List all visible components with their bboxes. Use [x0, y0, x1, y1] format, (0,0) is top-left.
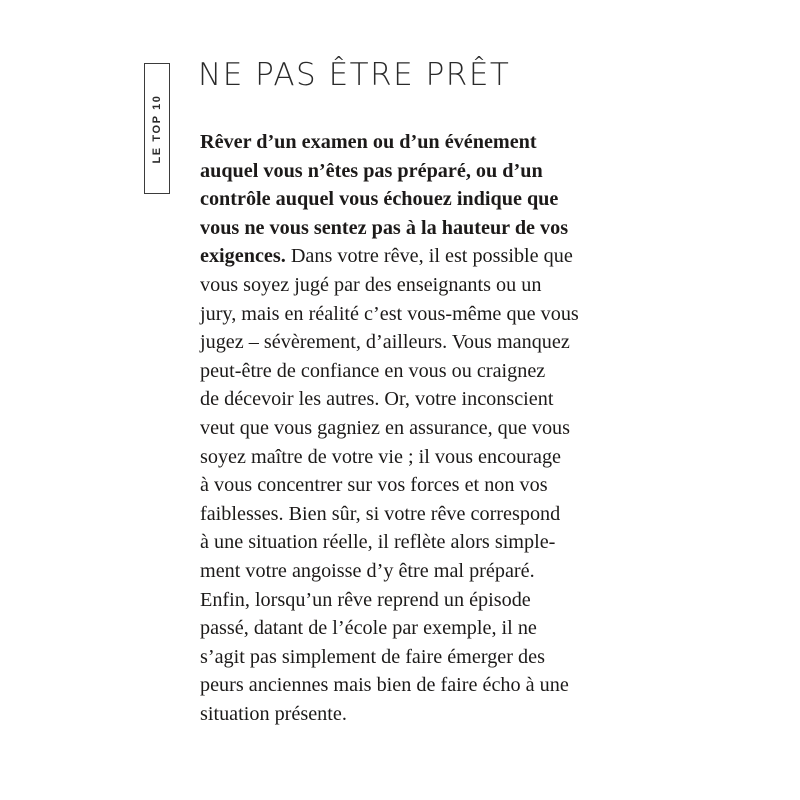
body-line: faiblesses. Bien sûr, si votre rêve correspond [200, 502, 561, 525]
page-title: NE PAS ÊTRE PRÊT [198, 57, 511, 93]
body-line: contrôle auquel vous échouez indique que [200, 188, 559, 211]
body-line: passé, datant de l’école par exemple, il ne [200, 617, 537, 640]
body-line: jury, mais en réalité c’est vous-même que vous [200, 302, 579, 325]
section-tab [144, 63, 170, 194]
body-line: à vous concentrer sur vos forces et non vos [200, 474, 548, 497]
body-line: peut-être de confiance en vous ou craignez [200, 359, 546, 382]
body-line: Enfin, lorsqu’un rêve reprend un épisode [200, 588, 531, 611]
regular-text: Dans votre rêve, il est possible que [285, 245, 573, 268]
section-tab-label: LE TOP 10 [151, 93, 163, 164]
body-line: peurs anciennes mais bien de faire écho à une [200, 674, 569, 697]
body-line: veut que vous gagniez en assurance, que vous [200, 416, 570, 439]
body-line: auquel vous n’êtes pas préparé, ou d’un [200, 159, 543, 182]
bold-lead-end: exigences. [200, 245, 286, 268]
body-line: vous ne vous sentez pas à la hauteur de vos [200, 216, 569, 239]
body-line: situation présente. [200, 702, 347, 725]
body-line: vous soyez jugé par des enseignants ou un [200, 273, 542, 296]
body-line: Rêver d’un examen ou d’un événement [200, 131, 537, 153]
body-line: à une situation réelle, il reflète alors simple- [200, 531, 556, 554]
body-line: s’agit pas simplement de faire émerger des [200, 645, 545, 668]
body-line: jugez – sévèrement, d’ailleurs. Vous manquez [200, 331, 570, 354]
body-line: de décevoir les autres. Or, votre inconscient [200, 388, 554, 411]
body-paragraph [200, 128, 620, 728]
body-line [200, 242, 620, 271]
body-line: soyez maître de votre vie ; il vous encourage [200, 445, 561, 468]
body-line: ment votre angoisse d’y être mal préparé. [200, 559, 535, 582]
